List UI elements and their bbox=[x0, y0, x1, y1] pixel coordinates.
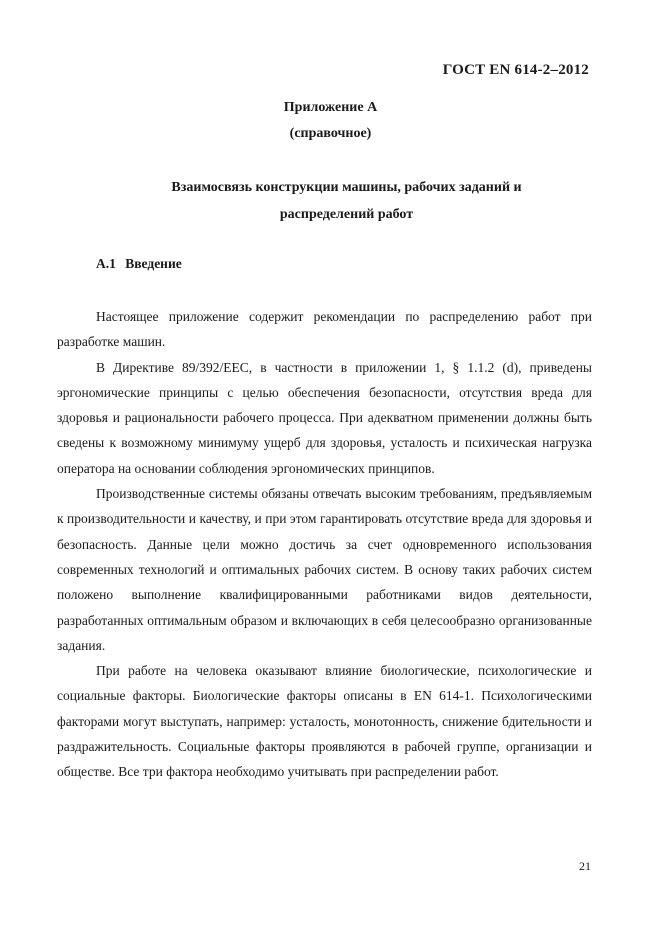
annex-title: Приложение А bbox=[283, 100, 378, 115]
section-number: А.1 bbox=[96, 256, 116, 271]
annex-heading-line-1: Взаимосвязь конструкции машины, рабочих заданий и bbox=[171, 180, 522, 195]
paragraph: Производственные системы обязаны отвечать высоким требованиям, предъявляемым к производительности и качеству, и при этом гарантировать отсутствие вреда для здоровья и безопасность. Данные цели можно достичь за счет одновременного использования современных технологий и оптимальных рабочих систем. В основу таких рабочих систем положено выполнение квалифицированными работниками видов деятельности, разработанных оптимальным образом и включающих в себя целесообразно организованные задания. bbox=[57, 486, 592, 653]
paragraph: При работе на человека оказывают влияние биологические, психологические и социальные факторы. Биологические факторы описаны в EN 614-1. Психологическими факторами могут выступать, например: усталость, монотонность, снижение бдительности и раздражительность. Социальные факторы проявляются в рабочей группе, организации и обществе. Все три фактора необходимо учитывать при распределении работ. bbox=[57, 663, 592, 780]
paragraph: В Директиве 89/392/ЕЕС, в частности в приложении 1, § 1.1.2 (d), приведены эргономические принципы с целью обеспечения безопасности, отсутствия вреда для здоровья и рациональности рабочего процесса. При адекватном применении должны быть сведены к возможному минимуму ущерб для здоровья, усталость и психическая нагрузка оператора на основании соблюдения эргономических принципов. bbox=[57, 359, 592, 476]
body-text bbox=[57, 304, 592, 785]
page-number: 21 bbox=[579, 859, 591, 873]
annex-title-block bbox=[0, 95, 661, 147]
annex-heading bbox=[96, 174, 597, 228]
annex-heading-line-2: распределений работ bbox=[279, 207, 414, 222]
document-code: ГОСТ EN 614-2–2012 bbox=[442, 62, 589, 78]
section-title bbox=[96, 256, 188, 272]
paragraph: Настоящее приложение содержит рекомендации по распределению работ при разработке машин. bbox=[57, 309, 592, 350]
section-name: Введение bbox=[125, 256, 182, 271]
annex-subtitle: (справочное) bbox=[289, 126, 372, 141]
